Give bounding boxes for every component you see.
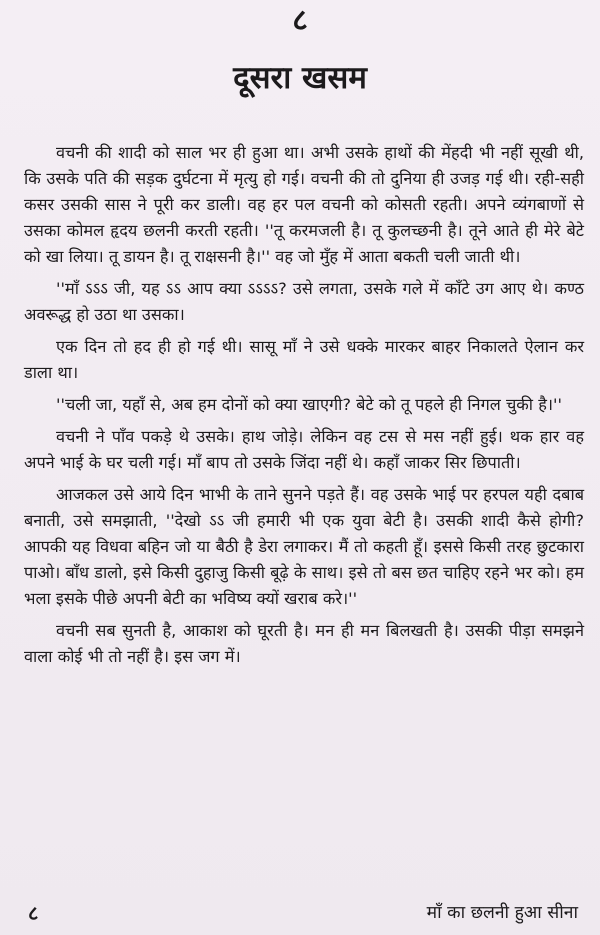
story-body <box>24 140 584 676</box>
paragraph: ''चली जा, यहाँ से, अब हम दोनों को क्या खाएगी? बेटे को तू पहले ही निगल चुकी है।'' <box>56 395 562 414</box>
paragraph: एक दिन तो हद ही हो गई थी। सासू माँ ने उसे धक्के मारकर बाहर निकालते ऐलान कर डाला था। <box>24 337 584 382</box>
running-footer-book-title: माँ का छलनी हुआ सीना <box>426 903 578 923</box>
chapter-title: दूसरा खसम <box>233 60 367 96</box>
paragraph: वचनी सब सुनती है, आकाश को घूरती है। मन ही मन बिलखती है। उसकी पीड़ा समझने वाला कोई भी तो नहीं है। इस जग में। <box>24 621 584 666</box>
paragraph: वचनी की शादी को साल भर ही हुआ था। अभी उसके हाथों की मेंहदी भी नहीं सूखी थी, कि उसके पति की सड़क दुर्घटना में मृत्यु हो गई। वचनी की तो दुनिया ही उजड़ गई थी। रही-सही कसर उसकी सास ने पूरी कर डाली। वह हर पल वचनी को कोसती रहती। अपने व्यंगबाणों से उसका कोमल हृदय छलनी करती रहती। ''तू करमजली है। तू कुलच्छनी है। तूने आते ही मेरे बेटे को खा लिया। तू डायन है। तू राक्षसनी है।'' वह जो मुँह में आता बकती चली जाती थी। <box>24 143 584 266</box>
paragraph: ''माँ ऽऽऽ जी, यह ऽऽ आप क्या ऽऽऽऽ? उसे लगता, उसके गले में काँटे उग आए थे। कण्ठ अवरूद्ध हो उठा था उसका। <box>24 279 584 324</box>
page-number: ८ <box>28 901 39 925</box>
chapter-number: ८ <box>292 3 308 38</box>
paragraph: आजकल उसे आये दिन भाभी के ताने सुनने पड़ते हैं। वह उसके भाई पर हरपल यही दबाब बनाती, उसे समझाती, ''देखो ऽऽ जी हमारी भी एक युवा बेटी है। उसकी शादी कैसे होगी? आपकी यह विधवा बहिन जो या बैठी है डेरा लगाकर। मैं तो कहती हूँ। इससे किसी तरह छुटकारा पाओ। बाँध डालो, इसे किसी दुहाजु किसी बूढ़े के साथ। इसे तो बस छत चाहिए रहने भर को। हम भला इसके पीछे अपनी बेटी का भविष्य क्यों खराब करे।'' <box>24 485 584 608</box>
paragraph: वचनी ने पाँव पकड़े थे उसके। हाथ जोड़े। लेकिन वह टस से मस नहीं हुई। थक हार वह अपने भाई के घर चली गई। माँ बाप तो उसके जिंदा नहीं थे। कहाँ जाकर सिर छिपाती। <box>24 427 584 472</box>
